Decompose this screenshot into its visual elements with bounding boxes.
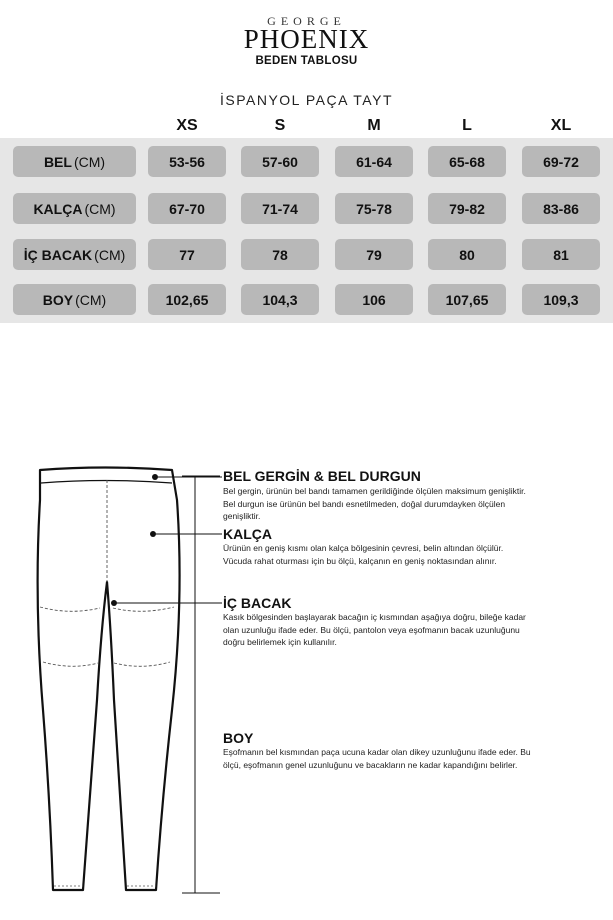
size-value-cell: 77: [148, 239, 226, 270]
size-value-cell: 61-64: [335, 146, 413, 177]
desc-line: Kasık bölgesinden başlayarak bacağın iç kısmından aşağıya doğru, bileğe kadar: [223, 612, 526, 622]
ic-bacak-marker-dot: [111, 600, 117, 606]
size-value-cell: 65-68: [428, 146, 506, 177]
size-value-cell: 78: [241, 239, 319, 270]
desc-line: Bel gergin, ürünün bel bandı tamamen gerildiğinde ölçülen maksimum genişliktir.: [223, 486, 526, 496]
row-label-boy: [13, 284, 136, 315]
row-label-kalca: [13, 193, 136, 224]
row-label-bel: [13, 146, 136, 177]
size-header-l: L: [462, 117, 472, 134]
size-value-cell: 104,3: [241, 284, 319, 315]
desc-text-boy: [223, 746, 608, 771]
brand-top-text: GEORGE: [267, 14, 346, 28]
size-value-cell: 79-82: [428, 193, 506, 224]
leggings-outline: [38, 468, 180, 891]
desc-text-kalca: [223, 542, 603, 567]
desc-line: olan uzunluğu ifade eder. Bu ölçü, pantolon veya eşofmanın bacak uzunluğunu: [223, 624, 520, 635]
product-title: İSPANYOL PAÇA TAYT: [219, 92, 393, 108]
desc-line: Eşofmanın bel kısmından paça ucuna kadar olan dikey uzunluğunu ifade eder. Bu: [223, 747, 531, 757]
desc-title-boy: BOY: [223, 730, 254, 746]
desc-title-kalca: KALÇA: [223, 526, 272, 542]
desc-text-bel: [223, 485, 603, 523]
size-value-cell: 57-60: [241, 146, 319, 177]
size-header-xs: XS: [176, 117, 198, 134]
size-value-cell: 67-70: [148, 193, 226, 224]
row-label-unit: (CM): [84, 200, 116, 217]
row-label-unit: (CM): [94, 246, 126, 263]
desc-text-ic-bacak: [223, 611, 608, 649]
size-value-cell: 102,65: [148, 284, 226, 315]
row-label-unit: (CM): [75, 291, 107, 308]
row-label-text: İÇ BACAK: [23, 246, 93, 263]
size-value-cell: 69-72: [522, 146, 600, 177]
desc-line: Ürünün en geniş kısmı olan kalça bölgesinin çevresi, belin altından ölçülür.: [223, 543, 504, 553]
bel-marker-dot: [152, 474, 158, 480]
row-label-ic-bacak: [13, 239, 136, 270]
size-value-cell: 75-78: [335, 193, 413, 224]
row-label-text: KALÇA: [33, 200, 83, 217]
size-value-cell: 83-86: [522, 193, 600, 224]
kalca-marker-dot: [150, 531, 156, 537]
size-header-xl: XL: [550, 117, 572, 134]
size-value-cell: 80: [428, 239, 506, 270]
desc-line: ölçü, eşofmanın genel uzunluğunu ve bacakların ne kadar kapandığını belirler.: [223, 759, 518, 770]
size-header-s: S: [274, 117, 286, 134]
desc-title-ic-bacak: İÇ BACAK: [223, 595, 292, 611]
size-value-cell: 107,65: [428, 284, 506, 315]
row-label-text: BEL: [43, 153, 72, 170]
size-value-cell: 79: [335, 239, 413, 270]
row-label-unit: (CM): [73, 153, 106, 170]
desc-line: doğru belirlemek için kullanılır.: [223, 637, 337, 647]
size-value-cell: 106: [335, 284, 413, 315]
desc-line: genişliktir.: [223, 511, 261, 521]
size-value-cell: 81: [522, 239, 600, 270]
leggings-illustration: [0, 450, 240, 910]
desc-line: Vücuda rahat oturması için bu ölçü, kalçanın en geniş noktasından alınır.: [223, 555, 497, 566]
brand-logo-text: PHOENIX: [243, 24, 370, 54]
size-value-cell: 109,3: [522, 284, 600, 315]
size-value-cell: 53-56: [148, 146, 226, 177]
brand-subtitle: BEDEN TABLOSU: [255, 55, 358, 67]
desc-title-bel: BEL GERGİN & BEL DURGUN: [223, 468, 421, 484]
size-header-m: M: [367, 117, 381, 134]
desc-line: Bel durgun ise ürünün bel bandı esnetilmeden, doğal durumdayken ölçülen: [223, 498, 506, 509]
row-label-text: BOY: [42, 291, 74, 308]
size-value-cell: 71-74: [241, 193, 319, 224]
